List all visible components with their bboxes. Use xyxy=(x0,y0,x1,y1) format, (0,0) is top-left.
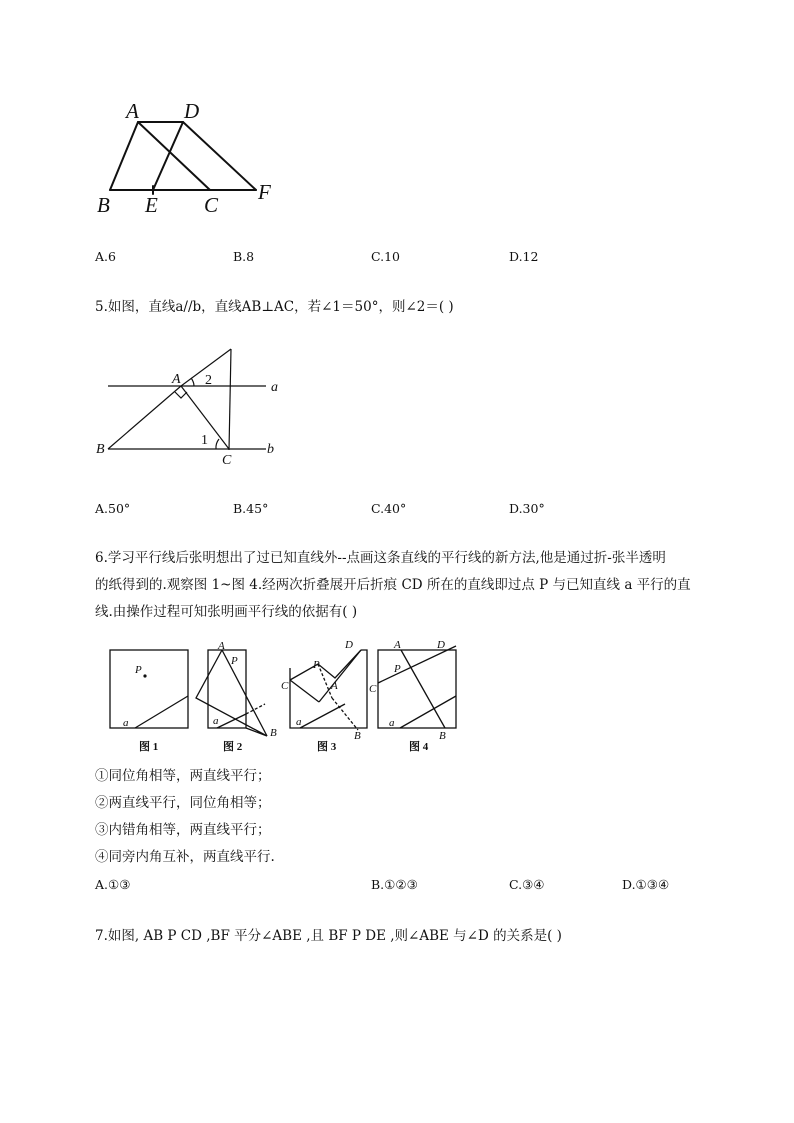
right-angle-mark xyxy=(175,392,187,398)
fig4-label-A: A xyxy=(394,639,401,651)
q6-option-a: A.①③ xyxy=(95,877,131,892)
q4-figure xyxy=(90,95,290,220)
q6-option-c: C.③④ xyxy=(509,877,545,892)
label-E: E xyxy=(145,193,158,217)
fig4-label-B: B xyxy=(439,730,446,742)
fig2-fold-edge xyxy=(222,650,267,736)
q5-stem: 5.如图，直线a//b，直线AB⊥AC，若∠1＝50°，则∠2＝( ) xyxy=(95,299,454,315)
q7-stem: 7.如图, AB P CD ,BF 平分∠ABE ,且 BF P DE ,则∠ABE 与∠D 的关系是( ) xyxy=(95,928,562,944)
fig3-dashed-2 xyxy=(332,698,358,730)
fig1-line-a xyxy=(135,696,188,728)
q4-option-a: A.6 xyxy=(95,249,116,264)
fig3-label-A: A xyxy=(331,680,338,692)
q5-option-a: A.50° xyxy=(95,501,131,516)
label-C: C xyxy=(222,453,232,468)
q5-option-d: D.30° xyxy=(509,501,545,516)
q6-statement-2: ②两直线平行，同位角相等； xyxy=(95,795,271,811)
angle2-arc xyxy=(191,378,194,386)
q6-figures xyxy=(105,638,470,758)
q6-stem-line-1: 6.学习平行线后张明想出了过已知直线外--点画这条直线的平行线的新方法,他是通过折-张半透明 xyxy=(95,550,666,566)
q6-statement-3: ③内错角相等，两直线平行； xyxy=(95,822,271,838)
fig3-caption: 图 3 xyxy=(317,741,337,753)
segment-AC xyxy=(138,122,210,190)
q6-option-b: B.①②③ xyxy=(371,877,418,892)
fig3-label-D: D xyxy=(345,639,353,651)
q6-stem-line-2: 的纸得到的.观察图 1~图 4.经两次折叠展开后折痕 CD 所在的直线即过点 P 与已知直线 a 平行的直 xyxy=(95,577,691,593)
line-AC-extended xyxy=(229,349,231,450)
fig3-line-a xyxy=(300,704,345,728)
fig4-label-a: a xyxy=(389,717,395,729)
q4-option-d: D.12 xyxy=(509,249,539,264)
fig4-label-D: D xyxy=(437,639,445,651)
fig1-paper xyxy=(110,650,188,728)
segment-DE xyxy=(153,122,183,190)
fig3-label-P: P xyxy=(313,659,320,671)
q4-option-b: B.8 xyxy=(233,249,255,264)
label-B: B xyxy=(96,442,105,457)
fig3-folded-flap xyxy=(290,650,361,680)
q5-figure xyxy=(90,340,300,470)
q5-option-c: C.40° xyxy=(371,501,407,516)
q6-option-d: D.①③④ xyxy=(622,877,670,892)
fig2-line-a xyxy=(217,714,246,728)
label-angle1: 1 xyxy=(201,433,208,448)
fig1-label-a: a xyxy=(123,717,129,729)
line-BA xyxy=(108,386,181,449)
fig3-label-C: C xyxy=(281,680,289,692)
fig1-label-P: P xyxy=(135,664,142,676)
angle1-arc xyxy=(216,439,219,449)
segment-DF xyxy=(183,122,256,190)
label-angle2: 2 xyxy=(205,373,212,388)
fig3-fold-line xyxy=(319,650,361,702)
q6-statement-1: ①同位角相等，两直线平行； xyxy=(95,768,271,784)
label-B: B xyxy=(97,193,110,217)
q4-option-c: C.10 xyxy=(371,249,400,264)
fig2-label-P: P xyxy=(231,655,238,667)
label-C: C xyxy=(204,193,219,217)
fig1-caption: 图 1 xyxy=(139,741,159,753)
fig2-caption: 图 2 xyxy=(223,741,243,753)
fig3-inner-edge xyxy=(290,680,319,702)
segment-AB xyxy=(110,122,138,190)
fig2-label-A: A xyxy=(218,640,225,652)
label-A: A xyxy=(126,99,139,123)
fig2-label-B: B xyxy=(270,727,277,739)
fig3-label-a: a xyxy=(296,716,302,728)
fig4-caption: 图 4 xyxy=(409,741,429,753)
label-D: D xyxy=(184,99,200,123)
fig2-dashed-fold xyxy=(246,704,265,714)
label-a: a xyxy=(271,380,278,395)
fig4-label-P: P xyxy=(394,663,401,675)
label-F: F xyxy=(258,180,271,204)
fig2-label-a: a xyxy=(213,715,219,727)
fig4-line-a xyxy=(400,696,456,728)
q6-stem-line-3: 线.由操作过程可知张明画平行线的依据有( ) xyxy=(95,604,358,620)
q6-statement-4: ④同旁内角互补，两直线平行. xyxy=(95,849,275,865)
fig3-label-B: B xyxy=(354,730,361,742)
label-A: A xyxy=(172,372,181,387)
q5-option-b: B.45° xyxy=(233,501,269,516)
fig1-point-P xyxy=(143,674,146,677)
label-b: b xyxy=(267,442,274,457)
fig4-label-C: C xyxy=(369,683,377,695)
